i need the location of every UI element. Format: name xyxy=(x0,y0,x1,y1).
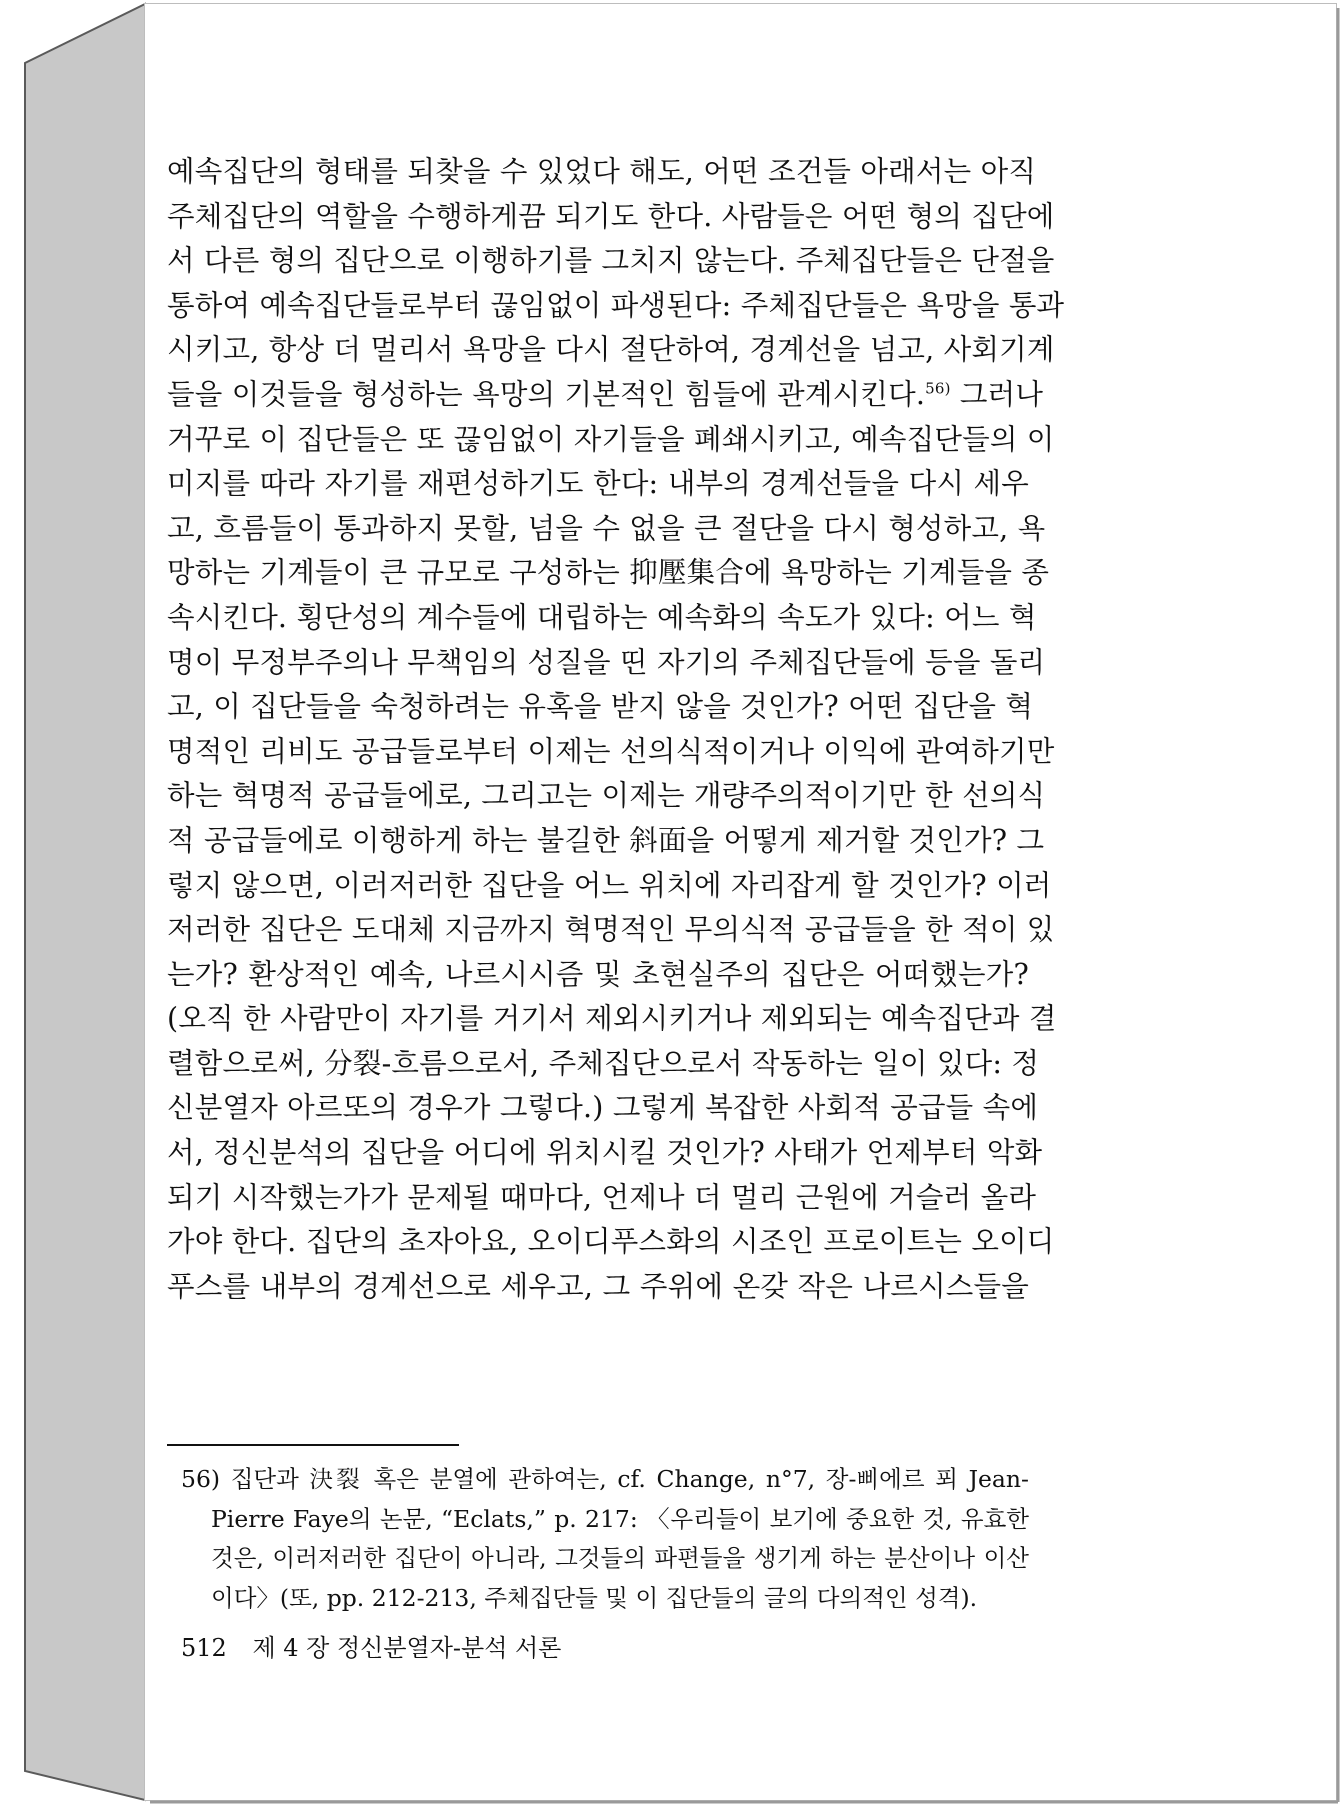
body-line xyxy=(167,373,1044,418)
body-line: 적 공급들에로 이행하게 하는 불길한 斜面을 어떻게 제거할 것인가? 그 xyxy=(167,823,1045,857)
body-line: 거꾸로 이 집단들은 또 끊임없이 자기들을 폐쇄시키고, 예속집단들의 이 xyxy=(167,422,1055,456)
footnote-line: 이다〉(또, pp. 212-213, 주체집단들 및 이 집단들의 글의 다의적인 성격). xyxy=(211,1583,978,1612)
body-line: 미지를 따라 자기를 재편성하기도 한다: 내부의 경계선들을 다시 세우 xyxy=(167,467,1029,501)
body-line: 명이 무정부주의나 무책임의 성질을 띤 자기의 주체집단들에 등을 돌리 xyxy=(167,645,1046,679)
body-line: 속시킨다. 횡단성의 계수들에 대립하는 예속화의 속도가 있다: 어느 혁 xyxy=(167,600,1037,634)
body-line: 시키고, 항상 더 멀리서 욕망을 다시 절단하여, 경계선을 넘고, 사회기계 xyxy=(167,333,1055,367)
running-head: 제 4 장 정신분열자-분석 서론 xyxy=(252,1634,562,1662)
body-line: 가야 한다. 집단의 초자아요, 오이디푸스화의 시조인 프로이트는 오이디 xyxy=(167,1225,1055,1259)
body-line: 렇지 않으면, 이러저러한 집단을 어느 위치에 자리잡게 할 것인가? 이러 xyxy=(167,868,1052,902)
footnote-line: 56) 집단과 決裂 혹은 분열에 관하여는, cf. Change, n°7, 장-삐에르 푀 Jean- xyxy=(181,1465,1029,1493)
body-line: 렬함으로써, 分裂-흐름으로서, 주체집단으로서 작동하는 일이 있다: 정 xyxy=(167,1046,1040,1080)
page-footer xyxy=(181,1628,561,1668)
body-line: 하는 혁명적 공급들에로, 그리고는 이제는 개량주의적이기만 한 선의식 xyxy=(167,779,1046,813)
body-line: 망하는 기계들이 큰 규모로 구성하는 抑壓集合에 욕망하는 기계들을 종 xyxy=(167,556,1050,590)
body-line: 고, 이 집단들을 숙청하려는 유혹을 받지 않을 것인가? 어떤 집단을 혁 xyxy=(167,690,1034,724)
footnote-rule xyxy=(167,1444,459,1446)
body-text xyxy=(167,150,1065,1309)
footnotes xyxy=(181,1460,1029,1618)
body-line: 예속집단의 형태를 되찾을 수 있었다 해도, 어떤 조건들 아래서는 아직 xyxy=(167,155,1037,188)
body-line: (오직 한 사람만이 자기를 거기서 제외시키거나 제외되는 예속집단과 결 xyxy=(167,1002,1057,1036)
body-line: 되기 시작했는가가 문제될 때마다, 언제나 더 멀리 근원에 거슬러 올라 xyxy=(167,1180,1037,1214)
footnote-reference[interactable]: 56) xyxy=(925,379,951,398)
body-line: 신분열자 아르또의 경우가 그렇다.) 그렇게 복잡한 사회적 공급들 속에 xyxy=(167,1091,1039,1125)
body-line: 는가? 환상적인 예속, 나르시시즘 및 초현실주의 집단은 어떠했는가? xyxy=(167,957,1029,991)
footnote-line: Pierre Faye의 논문, “Eclats,” p. 217: 〈우리들이 보기에 중요한 것, 유효한 xyxy=(211,1504,1029,1533)
body-line: 서 다른 형의 집단으로 이행하기를 그치지 않는다. 주체집단들은 단절을 xyxy=(167,244,1055,278)
body-line: 명적인 리비도 공급들로부터 이제는 선의식적이거나 이익에 관여하기만 xyxy=(167,734,1055,768)
body-line: 통하여 예속집단들로부터 끊임없이 파생된다: 주체집단들은 욕망을 통과 xyxy=(167,288,1065,322)
body-line: 저러한 집단은 도대체 지금까지 혁명적인 무의식적 공급들을 한 적이 있 xyxy=(167,913,1055,947)
body-line-tail: 그러나 xyxy=(959,377,1044,411)
body-line: 주체집단의 역할을 수행하게끔 되기도 한다. 사람들은 어떤 형의 집단에 xyxy=(167,199,1055,233)
body-line-text: 들을 이것들을 형성하는 욕망의 기본적인 힘들에 관계시킨다. xyxy=(167,377,926,411)
body-line: 서, 정신분석의 집단을 어디에 위치시킬 것인가? 사태가 언제부터 악화 xyxy=(167,1136,1043,1170)
footnote-line: 것은, 이러저러한 집단이 아니라, 그것들의 파편들을 생기게 하는 분산이나 이산 xyxy=(211,1544,1029,1572)
body-line: 푸스를 내부의 경계선으로 세우고, 그 주위에 온갖 작은 나르시스들을 xyxy=(167,1269,1029,1303)
body-line: 고, 흐름들이 통과하지 못할, 넘을 수 없을 큰 절단을 다시 형성하고, 욕 xyxy=(167,511,1046,545)
page-number: 512 xyxy=(181,1634,227,1662)
